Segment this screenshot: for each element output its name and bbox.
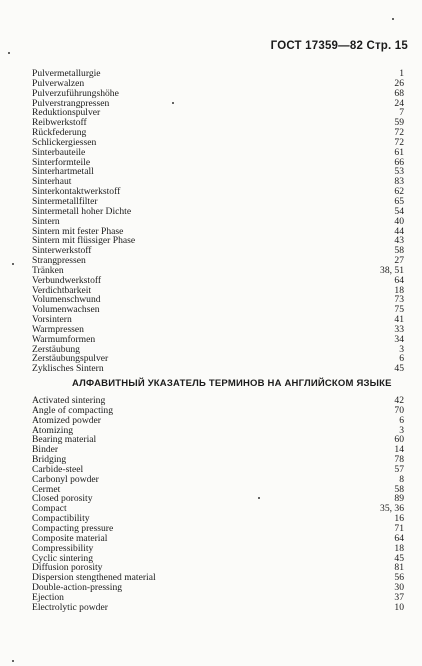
- index-term: Composite material: [32, 532, 108, 544]
- index-entry: [32, 256, 404, 266]
- index-entry: [32, 445, 404, 455]
- index-entry: [32, 108, 404, 118]
- index-term-number: 27: [394, 255, 404, 267]
- index-term-number: 41: [394, 314, 404, 326]
- index-term: Volumenwachsen: [32, 304, 100, 316]
- index-term-number: 70: [394, 404, 404, 416]
- index-term: Pulverzuführungshöhe: [32, 87, 119, 99]
- index-term-number: 40: [394, 215, 404, 227]
- scan-speck: [8, 52, 10, 54]
- index-entry: [32, 603, 404, 613]
- index-term: Sintermetallfilter: [32, 195, 98, 207]
- index-entry: [32, 416, 404, 426]
- index-term-number: 64: [394, 274, 404, 286]
- index-term: Electrolytic powder: [32, 601, 108, 613]
- index-entry: [32, 69, 404, 79]
- index-term-number: 53: [394, 166, 404, 178]
- index-entry: [32, 246, 404, 256]
- index-term-number: 1: [399, 68, 404, 79]
- index-entry: [32, 167, 404, 177]
- index-term-number: 16: [394, 513, 404, 525]
- index-term-number: 30: [394, 582, 404, 594]
- index-term: Pulvermetallurgie: [32, 68, 101, 79]
- index-term: Sintern mit fester Phase: [32, 225, 124, 237]
- index-term: Angle of compacting: [32, 404, 113, 416]
- index-term: Binder: [32, 444, 59, 456]
- index-term-number: 42: [394, 395, 404, 406]
- index-term: Warmpressen: [32, 323, 84, 335]
- index-entry: [32, 455, 404, 465]
- index-term-number: 18: [394, 542, 404, 554]
- index-term-number: 6: [399, 353, 404, 365]
- index-term-number: 66: [394, 156, 404, 168]
- index-term-number: 7: [399, 107, 404, 119]
- index-term-number: 34: [394, 333, 404, 345]
- index-term-number: 3: [399, 424, 404, 436]
- page-header: ГОСТ 17359—82 Стр. 15: [270, 40, 408, 52]
- index-term: Reibwerkstoff: [32, 117, 87, 129]
- index-term-number: 68: [394, 87, 404, 99]
- index-term-number: 81: [394, 562, 404, 574]
- index-term-number: 33: [394, 323, 404, 335]
- index-term: Ejection: [32, 591, 64, 603]
- index-term: Compacting pressure: [32, 522, 114, 534]
- scan-speck: [12, 660, 14, 662]
- index-term: Bearing material: [32, 434, 97, 446]
- index-term-number: 71: [394, 522, 404, 534]
- index-term-number: 64: [394, 532, 404, 544]
- index-term: Atomizing: [32, 424, 74, 436]
- index-term-number: 14: [394, 444, 404, 456]
- index-term-number: 72: [394, 136, 404, 148]
- index-term-number: 65: [394, 195, 404, 207]
- index-term-number: 38, 51: [380, 264, 404, 276]
- index-term: Activated sintering: [32, 395, 106, 406]
- scan-speck: [258, 497, 260, 499]
- index-term: Bridging: [32, 454, 67, 466]
- index-term: Cermet: [32, 483, 61, 495]
- index-term: Compactibility: [32, 513, 90, 525]
- index-term: Sinterhartmetall: [32, 166, 94, 178]
- index-entry: [32, 138, 404, 148]
- index-term: Closed porosity: [32, 493, 93, 505]
- english-index-title: АЛФАВИТНЫЙ УКАЗАТЕЛЬ ТЕРМИНОВ НА АНГЛИЙСКОМ ЯЗЫКЕ: [72, 378, 392, 389]
- index-term-number: 58: [394, 245, 404, 257]
- index-term: Double-action-pressing: [32, 582, 123, 594]
- index-term: Sinterhaut: [32, 176, 72, 188]
- index-term: Sinterkontaktwerkstoff: [32, 186, 121, 198]
- index-term: Sinterbauteile: [32, 146, 86, 158]
- index-term-number: 44: [394, 225, 404, 237]
- index-term-number: 35, 36: [380, 503, 404, 515]
- english-term-index: [32, 396, 404, 613]
- index-entry: [32, 315, 404, 325]
- index-entry: [32, 118, 404, 128]
- index-term: Verdichtbarkeit: [32, 284, 92, 296]
- index-term-number: 61: [394, 146, 404, 158]
- index-term-number: 8: [399, 473, 404, 485]
- index-term-number: 73: [394, 294, 404, 306]
- index-term: Warmumformen: [32, 333, 96, 345]
- index-term-number: 62: [394, 186, 404, 198]
- index-term: Schlickergiessen: [32, 136, 97, 148]
- index-term: Zyklisches Sintern: [32, 363, 104, 375]
- index-entry: [32, 583, 404, 593]
- index-term-number: 56: [394, 572, 404, 584]
- index-entry: [32, 207, 404, 217]
- index-term: Compressibility: [32, 542, 94, 554]
- index-term-number: 89: [394, 493, 404, 505]
- index-entry: [32, 364, 404, 374]
- index-term-number: 10: [394, 601, 404, 613]
- index-entry: [32, 335, 404, 345]
- index-term: Cyclic sintering: [32, 552, 94, 564]
- index-term-number: 26: [394, 77, 404, 89]
- index-term-number: 78: [394, 454, 404, 466]
- scan-speck: [172, 102, 174, 104]
- index-term: Pulverstrangpressen: [32, 97, 110, 109]
- index-term: Carbide-steel: [32, 463, 84, 475]
- index-term: Atomized powder: [32, 414, 102, 426]
- index-term: Volumenschwund: [32, 294, 101, 306]
- index-term: Zerstäubungspulver: [32, 353, 109, 365]
- index-term: Rückfederung: [32, 127, 87, 139]
- index-term: Zerstäubung: [32, 343, 80, 355]
- index-entry: [32, 494, 404, 504]
- index-term: Reduktionspulver: [32, 107, 101, 119]
- index-term-number: 43: [394, 235, 404, 247]
- index-entry: [32, 435, 404, 445]
- index-term: Sintern mit flüssiger Phase: [32, 235, 136, 247]
- index-term: Diffusion porosity: [32, 562, 103, 574]
- index-term: Sinterwerkstoff: [32, 245, 92, 257]
- index-term-number: 54: [394, 205, 404, 217]
- index-term-number: 45: [394, 363, 404, 375]
- index-term-number: 18: [394, 284, 404, 296]
- scan-speck: [12, 263, 14, 265]
- index-term: Compact: [32, 503, 67, 515]
- index-term: Pulverwalzen: [32, 77, 85, 89]
- index-term: Strangpressen: [32, 255, 86, 267]
- index-term-number: 83: [394, 176, 404, 188]
- index-term-number: 45: [394, 552, 404, 564]
- index-term-number: 58: [394, 483, 404, 495]
- index-term: Tränken: [32, 264, 64, 276]
- index-term: Sinterformteile: [32, 156, 91, 168]
- index-term: Sintern: [32, 215, 60, 227]
- german-term-index: [32, 69, 404, 374]
- index-term-number: 60: [394, 434, 404, 446]
- index-term-number: 37: [394, 591, 404, 603]
- index-term-number: 24: [394, 97, 404, 109]
- index-term-number: 57: [394, 463, 404, 475]
- index-term-number: 3: [399, 343, 404, 355]
- index-term-number: 75: [394, 304, 404, 316]
- index-term: Dispersion stengthened material: [32, 572, 156, 584]
- index-term: Sintermetall hoher Dichte: [32, 205, 132, 217]
- index-term: Verbundwerkstoff: [32, 274, 102, 286]
- index-entry: [32, 475, 404, 485]
- index-term-number: 59: [394, 117, 404, 129]
- index-term-number: 72: [394, 127, 404, 139]
- index-term: Carbonyl powder: [32, 473, 99, 485]
- index-term: Vorsintern: [32, 314, 72, 326]
- scan-speck: [392, 18, 394, 20]
- index-entry: [32, 305, 404, 315]
- index-term-number: 6: [399, 414, 404, 426]
